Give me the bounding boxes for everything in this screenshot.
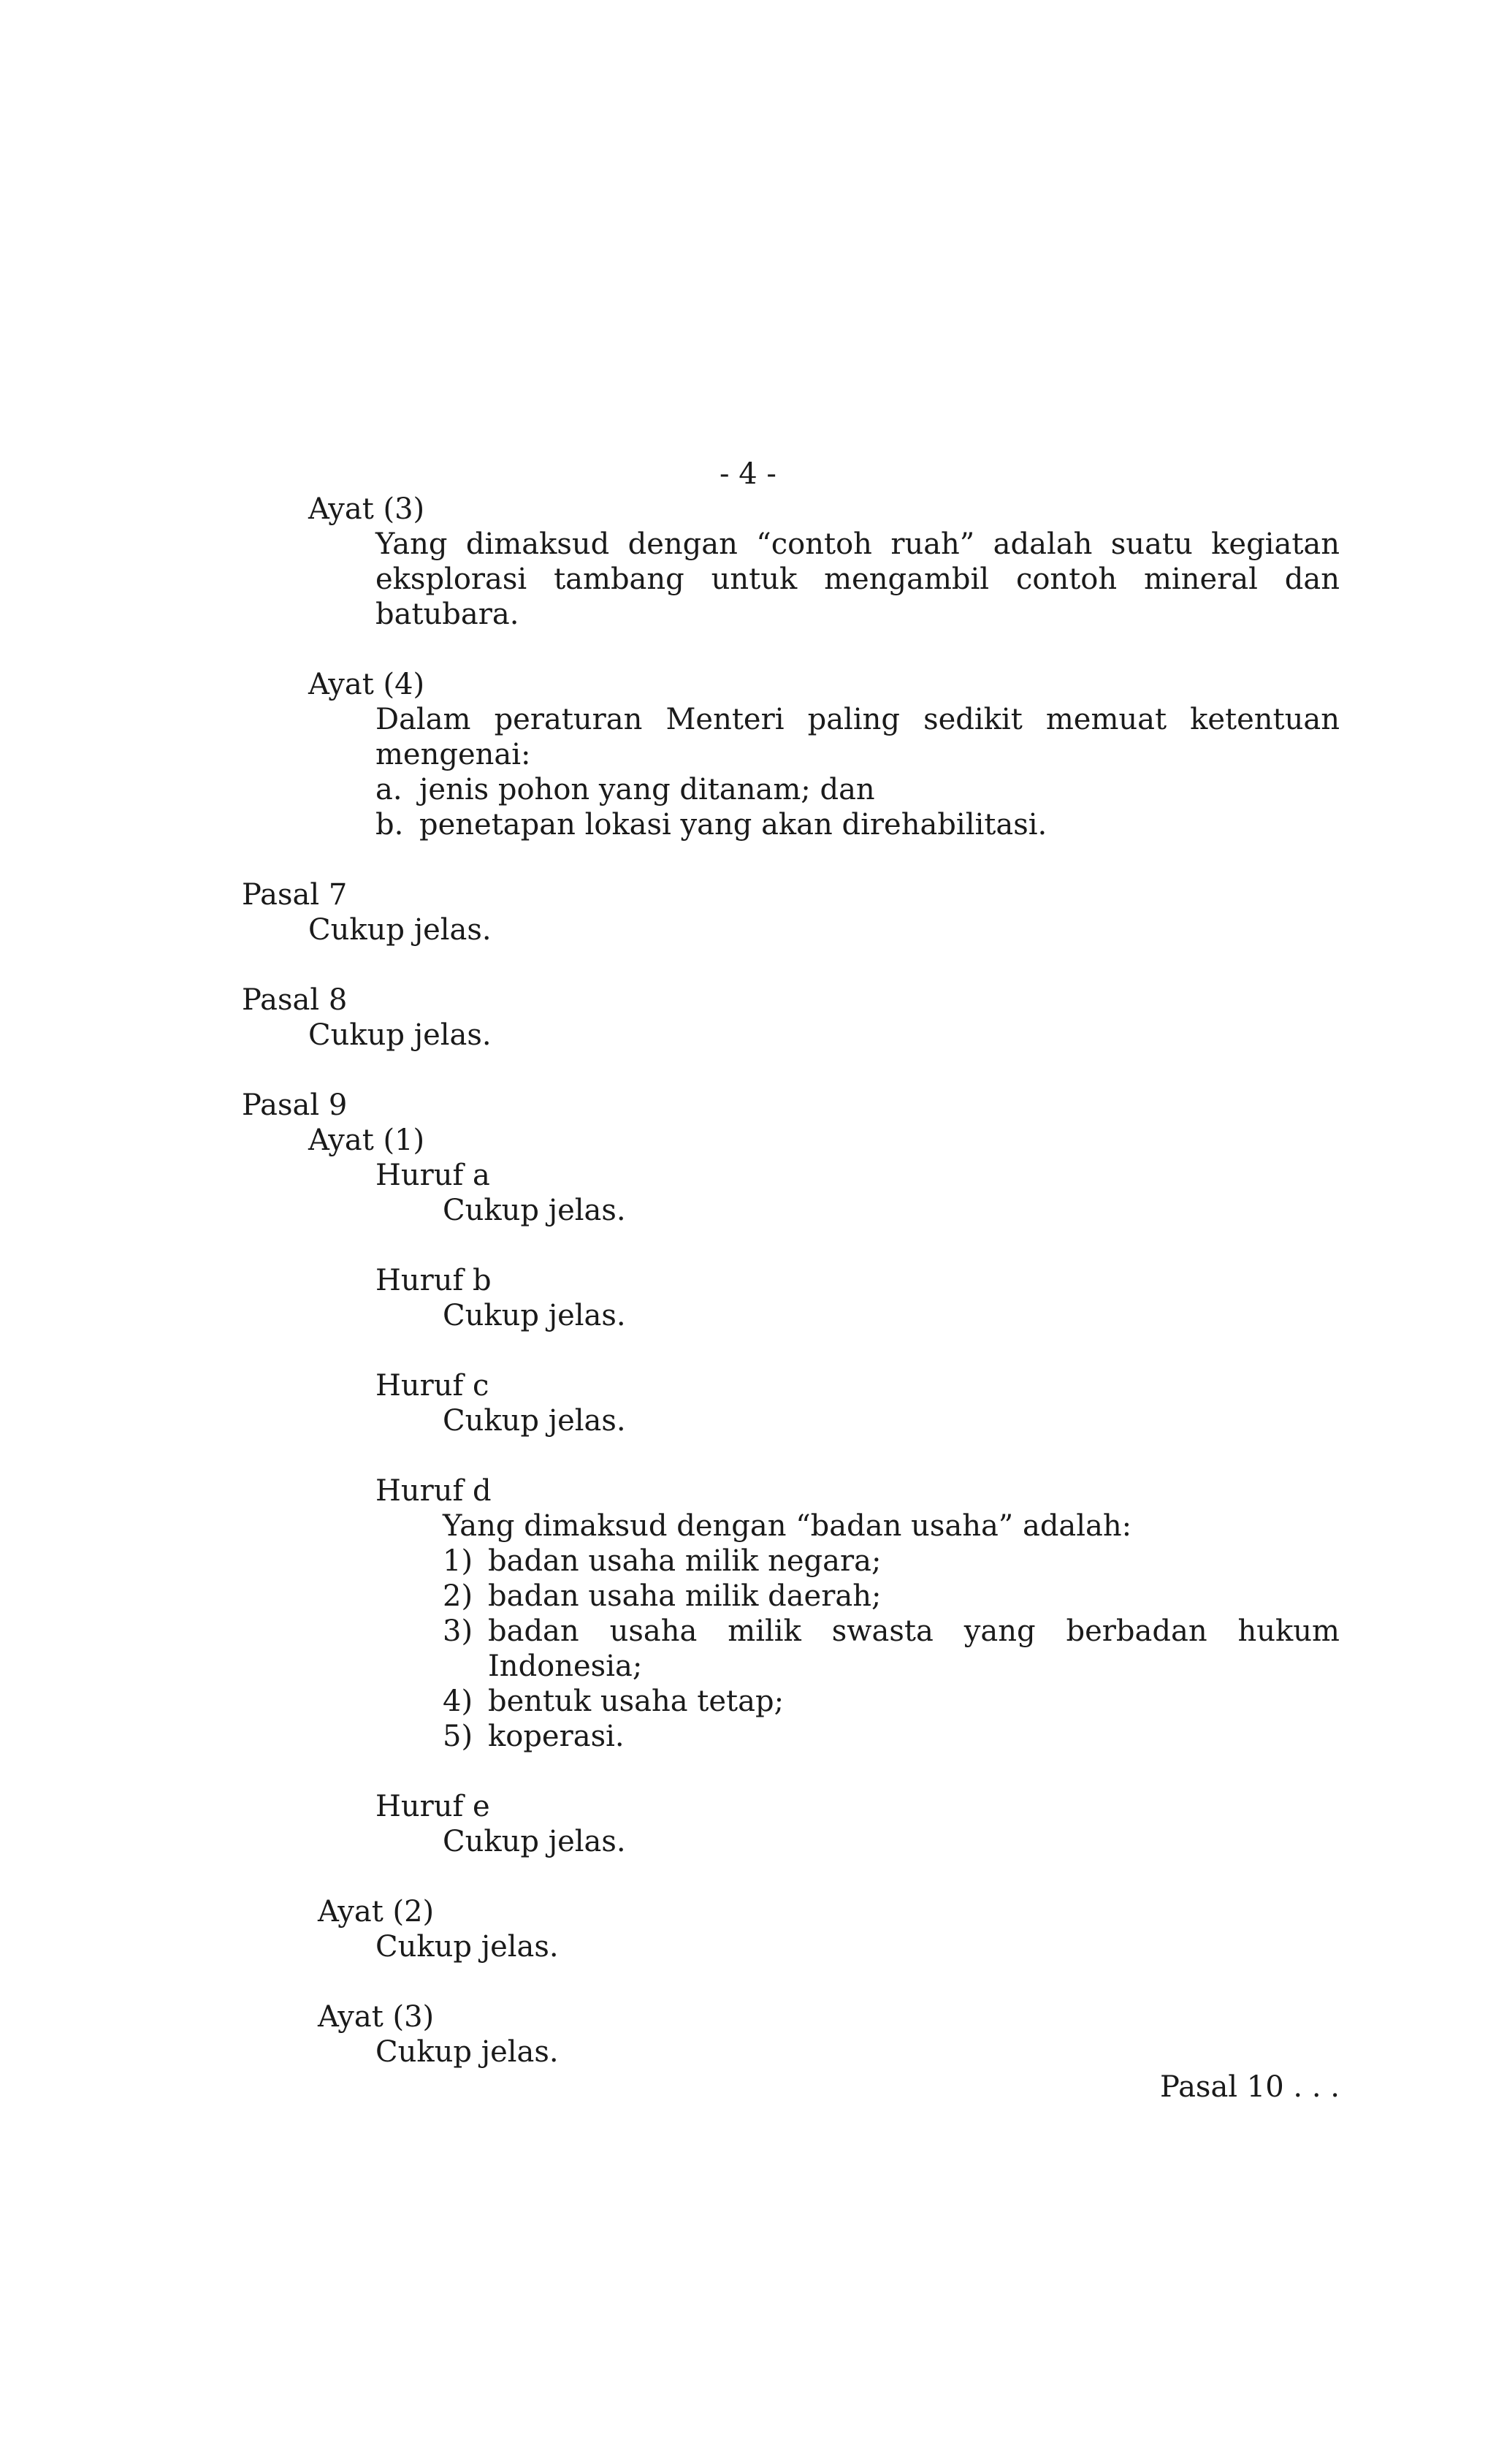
ayat-3-heading: Ayat (3) [308, 492, 425, 526]
huruf-a-heading: Huruf a [375, 1159, 490, 1192]
item-marker: 3) [443, 1614, 473, 1648]
huruf-b-text: Cukup jelas. [443, 1299, 626, 1332]
huruf-d-intro: Yang dimaksud dengan “badan usaha” adalah: [443, 1509, 1132, 1543]
pasal-9-ayat-2-heading: Ayat (2) [318, 1895, 435, 1929]
huruf-c-heading: Huruf c [375, 1369, 489, 1403]
pasal-9-ayat-2-text: Cukup jelas. [375, 1930, 559, 1964]
pasal-8-heading: Pasal 8 [242, 983, 348, 1017]
huruf-d-item-5 [443, 1719, 625, 1754]
huruf-c-text: Cukup jelas. [443, 1404, 626, 1438]
ayat-3-line-2: eksplorasi tambang untuk mengambil contoh mineral dan [375, 562, 1340, 596]
item-text: badan usaha milik swasta yang berbadan hukum [488, 1614, 1340, 1648]
huruf-d-item-1 [443, 1544, 881, 1579]
pasal-9-ayat-1-heading: Ayat (1) [308, 1124, 425, 1157]
item-marker: 4) [443, 1685, 473, 1718]
pasal-8-text: Cukup jelas. [308, 1018, 492, 1052]
huruf-d-item-4 [443, 1684, 784, 1719]
item-text: koperasi. [488, 1720, 625, 1753]
pasal-9-heading: Pasal 9 [242, 1088, 348, 1122]
pasal-9-ayat-3-heading: Ayat (3) [318, 2000, 435, 2034]
page-number: - 4 - [720, 457, 776, 491]
huruf-e-heading: Huruf e [375, 1790, 490, 1823]
ayat-4-line-2: mengenai: [375, 738, 531, 771]
ayat-4-item-a [375, 772, 875, 807]
item-marker: 5) [443, 1720, 473, 1753]
item-marker: a. [375, 773, 402, 806]
ayat-4-item-b [375, 807, 1047, 842]
item-marker: 1) [443, 1544, 473, 1578]
pasal-9-ayat-3-text: Cukup jelas. [375, 2035, 559, 2069]
item-text: jenis pohon yang ditanam; dan [419, 773, 875, 806]
huruf-d-item-3-continuation: Indonesia; [488, 1649, 643, 1683]
ayat-4-heading: Ayat (4) [308, 668, 425, 701]
pasal-7-text: Cukup jelas. [308, 913, 492, 947]
ayat-3-line-1: Yang dimaksud dengan “contoh ruah” adalah suatu kegiatan [375, 527, 1340, 561]
item-text: bentuk usaha tetap; [488, 1685, 785, 1718]
pasal-7-heading: Pasal 7 [242, 878, 348, 912]
huruf-d-item-2 [443, 1579, 881, 1614]
continuation-marker: Pasal 10 . . . [1159, 2070, 1340, 2104]
item-marker: b. [375, 808, 404, 842]
item-text: badan usaha milik negara; [488, 1544, 882, 1578]
ayat-4-line-1: Dalam peraturan Menteri paling sedikit memuat ketentuan [375, 703, 1340, 736]
huruf-a-text: Cukup jelas. [443, 1194, 626, 1227]
huruf-e-text: Cukup jelas. [443, 1825, 626, 1858]
huruf-d-heading: Huruf d [375, 1474, 492, 1508]
huruf-b-heading: Huruf b [375, 1264, 492, 1297]
item-text: penetapan lokasi yang akan direhabilitasi. [419, 808, 1047, 842]
ayat-3-line-3: batubara. [375, 598, 519, 631]
huruf-d-item-3 [443, 1614, 1340, 1649]
item-text: badan usaha milik daerah; [488, 1579, 882, 1613]
item-marker: 2) [443, 1579, 473, 1613]
